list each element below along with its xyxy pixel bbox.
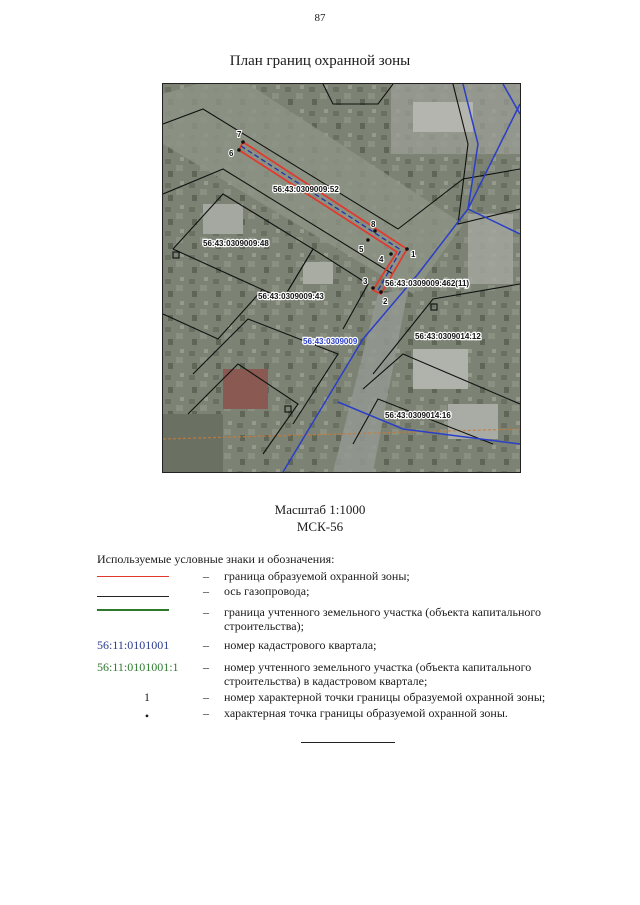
red-line-symbol [97,576,169,577]
legend-symbol-quarter-code: 56:11:0101001 [97,638,170,652]
legend-dash: – [203,690,209,704]
point-5-dot [366,238,370,242]
page-title: План границ охранной зоны [229,53,411,69]
boundary-map [162,83,521,473]
legend-item-parcel-number [97,660,597,688]
parcel-label: 56:43:0309009:43 [258,292,324,301]
parcel-label: 56:43:0309009:462(11) [385,279,470,288]
roof-block [303,262,333,284]
legend-symbol-parcel-code: 56:11:0101001:1 [97,660,179,674]
parcel-label: 56:43:0309014:16 [385,411,451,420]
point-number: 3 [363,277,368,286]
point-number: 8 [371,220,376,229]
point-2-dot [379,290,383,294]
legend-item-quarter-number [97,638,597,652]
legend-item-zone-boundary [97,569,597,583]
point-7-dot [241,140,245,144]
legend-dash: – [203,569,209,583]
point-6-dot [237,148,241,152]
coordinate-system: МСК-56 [296,519,344,534]
parcel-label: 56:43:0309014:12 [415,332,481,341]
legend-text: ось газопровода; [224,584,310,598]
legend-symbol-point-number: 1 [144,690,150,704]
legend [97,552,597,721]
legend-text: номер учтенного земельного участка (объекта капитального строительства) в кадастровом квартале; [224,660,532,688]
point-3-dot [371,286,375,290]
legend-symbol [97,605,171,619]
legend-text: номер характерной точки границы образуемой охранной зоны; [224,690,546,704]
legend-dash: – [203,706,209,720]
trees [163,414,223,472]
point-number: 4 [379,255,384,264]
legend-text: граница образуемой охранной зоны; [224,569,410,583]
legend-item-parcel-boundary [97,605,597,633]
scale-text: Масштаб 1:1000 [274,502,366,517]
roof-block [203,204,243,234]
legend-dash: – [203,660,209,674]
point-8-dot [373,229,377,233]
scale-block [0,501,640,535]
legend-symbol [97,569,171,583]
legend-item-point-mark [97,706,597,723]
green-line-symbol [97,609,169,611]
legend-heading: Используемые условные знаки и обозначения: [97,552,335,566]
point-number: 6 [229,149,234,158]
legend-item-gas-axis [97,584,597,598]
legend-symbol-point-dot: • [144,709,150,723]
parcel-label: 56:43:0309009:52 [273,185,339,194]
parcel-label: 56:43:0309009:48 [203,239,269,248]
point-1-dot [405,247,409,251]
legend-symbol [97,584,171,598]
closing-rule [301,742,395,743]
point-4-dot [389,252,393,256]
point-number: 5 [359,245,364,254]
point-number: 7 [237,130,242,139]
roof-block [468,214,513,284]
legend-dash: – [203,605,209,619]
dark-line-symbol [97,596,169,597]
page-number: 87 [314,12,326,24]
map-svg [163,84,520,472]
point-number: 2 [383,297,388,306]
legend-dash: – [203,584,209,598]
legend-dash: – [203,638,209,652]
roof-block [448,404,498,439]
legend-text: номер кадастрового квартала; [224,638,377,652]
legend-text: граница учтенного земельного участка (объекта капитального строительства); [224,605,542,633]
point-number: 1 [411,250,416,259]
roof-block [223,369,268,409]
quarter-label: 56:43:0309009 [303,337,358,346]
legend-text: характерная точка границы образуемой охранной зоны. [224,706,508,720]
roof-block [413,349,468,389]
legend-item-point-number [97,690,597,704]
